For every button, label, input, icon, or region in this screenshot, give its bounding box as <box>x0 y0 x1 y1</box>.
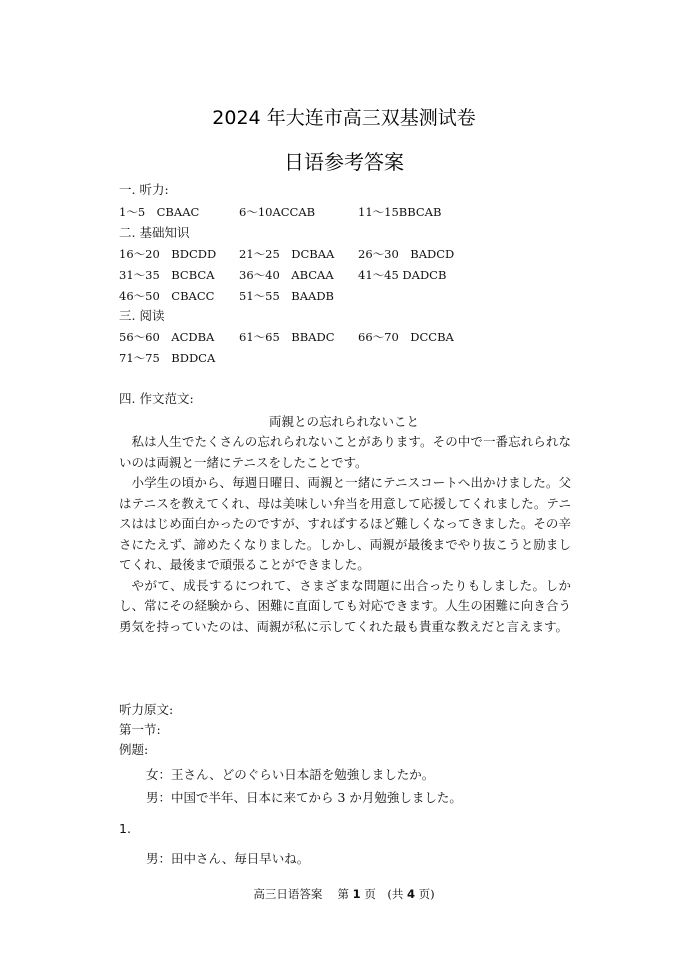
answer-cell: 41～45 DADCB <box>358 268 447 282</box>
answer-cell: 46～50 CBACC <box>119 289 215 303</box>
answer-cell: 66～70 DCCBA <box>358 330 454 344</box>
answer-row <box>119 267 579 283</box>
footer-mid: 页 (共 <box>360 887 407 901</box>
essay-paragraph: やがて、成長するにつれて、さまざまな問題に出合ったりもしました。しかし、常にその経験から、困難に直面しても対応できます。人生の困難に向き合う勇気を持っていたのは、両親が私に示してくれた最も貴重な教えだと言えます。 <box>119 577 571 634</box>
answer-row <box>119 246 579 262</box>
footer-suffix: 页) <box>415 887 435 901</box>
answer-cell: 11～15BBCAB <box>358 205 442 219</box>
answer-cell: 16～20 BDCDD <box>119 247 217 261</box>
answer-cell: 1～5 CBAAC <box>119 205 200 219</box>
listening-script-heading: 听力原文: <box>119 702 174 717</box>
answer-cell: 21～25 DCBAA <box>239 247 335 261</box>
footer-prefix: 高三日语答案 第 <box>253 887 353 901</box>
listening-section-label: 第一节: <box>119 722 161 737</box>
dialog-line: 女：王さん、どのぐらい日本語を勉強しましたか。 <box>146 767 435 782</box>
essay-body <box>119 432 571 637</box>
section-heading-essay: 四. 作文范文: <box>119 391 194 406</box>
answer-row <box>119 288 579 304</box>
answer-cell: 56～60 ACDBA <box>119 330 215 344</box>
footer-page-number: 1 <box>352 887 361 901</box>
example-label: 例题: <box>119 742 149 757</box>
answer-cell: 71～75 BDDCA <box>119 351 216 365</box>
essay-paragraph: 私は人生でたくさんの忘れられないことがあります。その中で一番忘れられないのは両親と一緒にテニスをしたことです。 <box>119 434 571 470</box>
section-heading-listening: 一. 听力: <box>119 182 169 197</box>
answer-row <box>119 204 579 220</box>
section-heading-basics: 二. 基础知识 <box>119 225 190 240</box>
dialog-line: 男：田中さん、毎日早いね。 <box>146 851 310 866</box>
answer-cell: 51～55 BAADB <box>239 289 334 303</box>
essay-title: 両親との忘れられないこと <box>268 414 419 429</box>
answer-cell: 36～40 ABCAA <box>239 268 334 282</box>
answer-cell: 26～30 BADCD <box>358 247 455 261</box>
essay-paragraph: 小学生の頃から、毎週日曜日、両親と一緒にテニスコートへ出かけました。父はテニスを教えてくれ、母は美味しい弁当を用意して応援してくれました。テニスははじめ面白かったのですが、すればするほど難しくなってきました。その辛さにたえず、諦めたくなりました。しかし、両親が最後までやり抜こうと励ましてくれ、最後まで頑張ることができました。 <box>119 475 571 572</box>
dialog-line: 男：中国で半年、日本に来てから 3 か月勉強しました。 <box>146 790 462 805</box>
answer-row <box>119 329 579 345</box>
answer-cell: 31～35 BCBCA <box>119 268 215 282</box>
answer-cell: 6～10ACCAB <box>239 205 316 219</box>
answer-cell: 61～65 BBADC <box>239 330 335 344</box>
question-number: 1. <box>119 821 131 836</box>
page-footer <box>0 886 688 902</box>
page-title: 2024 年大连市高三双基测试卷 <box>212 107 476 129</box>
page-subtitle: 日语参考答案 <box>284 150 404 174</box>
answer-row <box>119 350 579 366</box>
section-heading-reading: 三. 阅读 <box>119 308 165 323</box>
footer-total-pages: 4 <box>406 887 415 901</box>
